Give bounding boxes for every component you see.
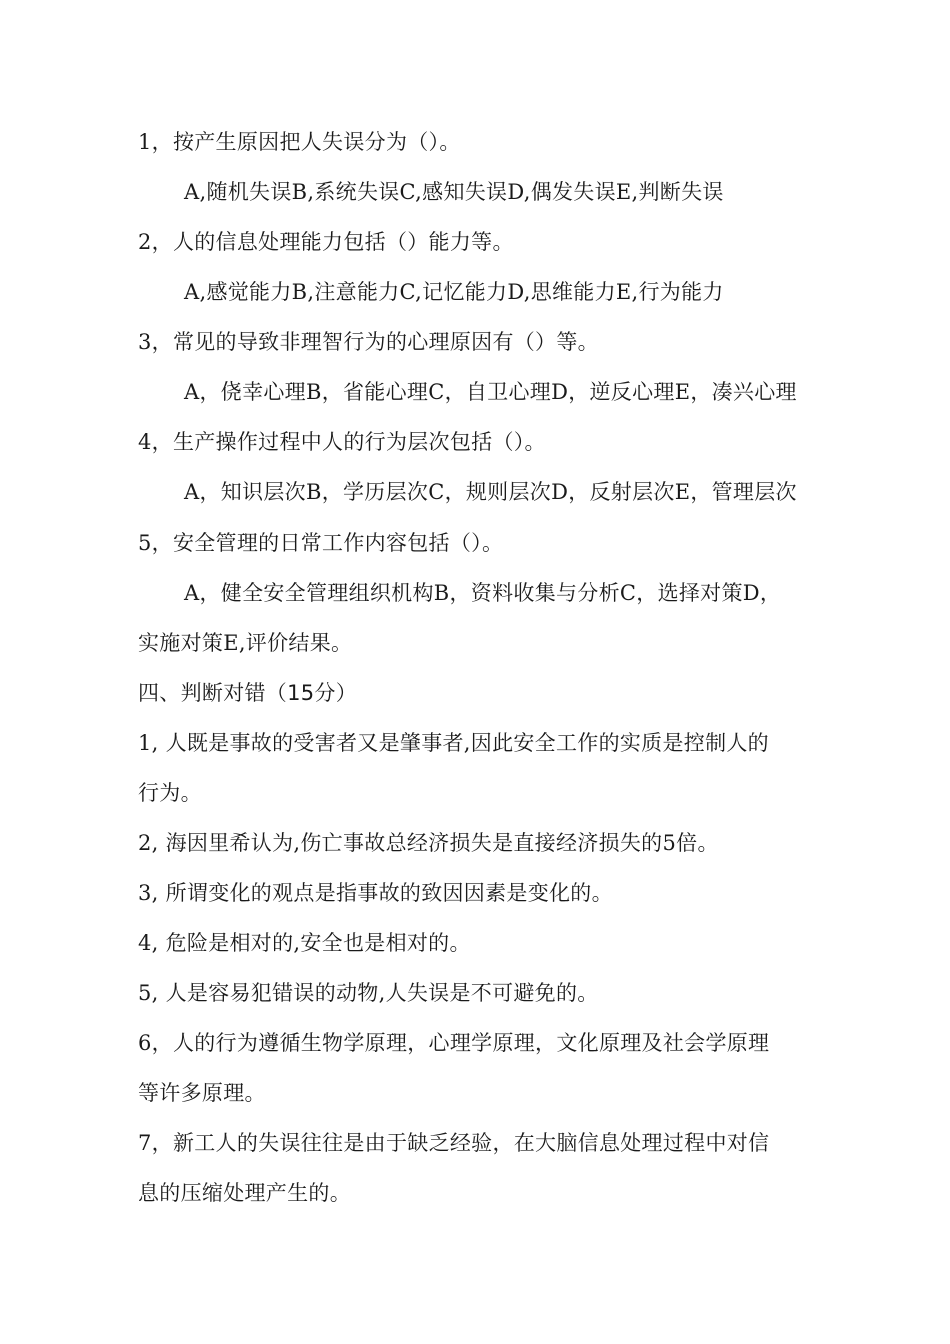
tf-item-1-continued: 行为。 [138,781,202,805]
section-heading: 四、判断对错（15分） [138,681,358,705]
mc-question-2: 2，人的信息处理能力包括（）能力等。 [138,230,514,254]
tf-item-7: 7，新工人的失误往往是由于缺乏经验，在大脑信息处理过程中对信 [138,1131,770,1155]
mc-question-1: 1，按产生原因把人失误分为（）。 [138,130,461,154]
tf-item-6: 6，人的行为遵循生物学原理，心理学原理，文化原理及社会学原理 [138,1031,770,1055]
tf-item-6-continued: 等许多原理。 [138,1081,266,1105]
mc-question-3: 3，常见的导致非理智行为的心理原因有（）等。 [138,330,599,354]
mc-options-4: A，知识层次B，学历层次C，规则层次D，反射层次E，管理层次 [184,480,797,504]
mc-question-4: 4，生产操作过程中人的行为层次包括（）。 [138,430,546,454]
mc-options-1: A,随机失误B,系统失误C,感知失误D,偶发失误E,判断失误 [184,180,724,204]
mc-options-2: A,感觉能力B,注意能力C,记忆能力D,思维能力E,行为能力 [184,280,724,304]
tf-item-4: 4, 危险是相对的,安全也是相对的。 [138,931,471,955]
tf-item-3: 3, 所谓变化的观点是指事故的致因因素是变化的。 [138,881,613,905]
tf-item-7-continued: 息的压缩处理产生的。 [138,1181,351,1205]
mc-options-5-continued: 实施对策E,评价结果。 [138,631,353,655]
mc-options-3: A，侥幸心理B，省能心理C，自卫心理D，逆反心理E，凑兴心理 [184,380,797,404]
mc-question-5: 5，安全管理的日常工作内容包括（）。 [138,531,504,555]
tf-item-5: 5, 人是容易犯错误的动物,人失误是不可避免的。 [138,981,599,1005]
tf-item-2: 2, 海因里希认为,伤亡事故总经济损失是直接经济损失的5倍。 [138,831,719,855]
tf-item-1: 1, 人既是事故的受害者又是肇事者,因此安全工作的实质是控制人的 [138,731,769,755]
mc-options-5: A，健全安全管理组织机构B，资料收集与分析C，选择对策D， [184,581,782,605]
